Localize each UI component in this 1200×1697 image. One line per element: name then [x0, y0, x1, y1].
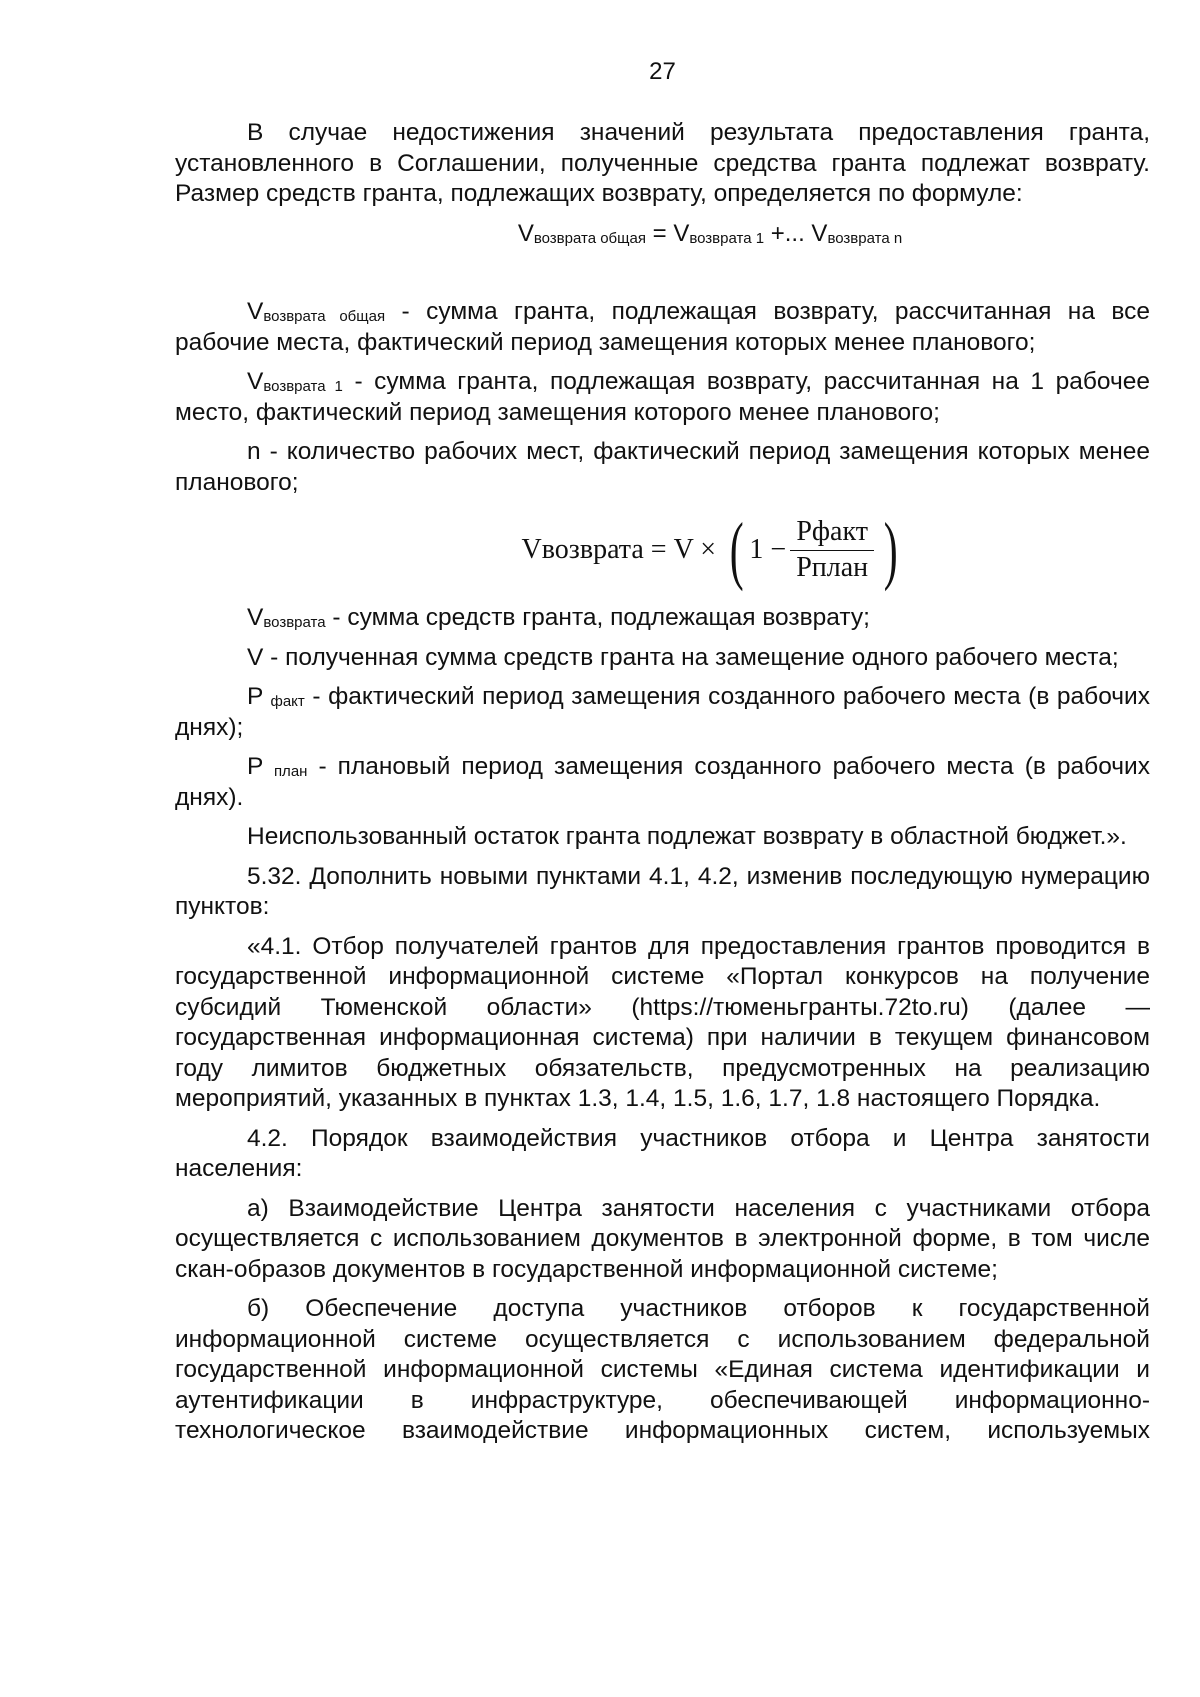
subscript: факт — [270, 693, 305, 710]
formula-subscript: возврата общая — [533, 229, 646, 247]
definition-text: - сумма гранта, подлежащая возврату, рассчитанная на 1 рабочее место, фактический период замещения которого менее планового; — [175, 368, 1150, 426]
definition-text: - плановый период замещения созданного рабочего места (в рабочих днях). — [175, 753, 1150, 811]
paragraph: 5.32. Дополнить новыми пунктами 4.1, 4.2, изменив последующую нумерацию пунктов: — [175, 862, 1150, 920]
definition-paragraph — [175, 367, 1150, 428]
definition-paragraph: V - полученная сумма средств гранта на замещение одного рабочего места; — [247, 643, 1119, 671]
symbol: P — [247, 683, 271, 710]
definition-paragraph — [175, 752, 1150, 813]
paragraph: а) Взаимодействие Центра занятости населения с участниками отбора осуществляется с использованием документов в электронной форме, в том числе скан-образов документов в государственной информационной системе; — [175, 1194, 1150, 1283]
symbol: V — [247, 604, 264, 631]
definition-text: - сумма средств гранта, подлежащая возврату; — [325, 604, 870, 631]
subscript: возврата 1 — [263, 378, 343, 395]
fraction-denominator: Pплан — [796, 551, 869, 583]
paragraph: б) Обеспечение доступа участников отборов к государственной информационной системе осуществляется с использованием федеральной государственной информационной системы «Единая система идентификации и аутентификации в инфраструктуре, обеспечивающей информационно-технологическое взаимодействие информационных систем, используемых — [175, 1295, 1150, 1444]
fraction-numerator: Pфакт — [790, 517, 874, 551]
definition-paragraph — [175, 603, 1150, 634]
subscript: план — [273, 763, 308, 780]
definition-paragraph — [175, 297, 1150, 358]
subscript: возврата — [263, 614, 326, 631]
document-body — [175, 118, 1150, 1456]
formula-symbol: = V — [645, 219, 690, 247]
definition-paragraph: n - количество рабочих мест, фактический период замещения которых менее планового; — [175, 438, 1150, 496]
symbol: V — [247, 298, 264, 325]
symbol: V — [247, 368, 264, 395]
formula-symbol: +... V — [764, 219, 828, 247]
page-number: 27 — [649, 58, 676, 85]
right-paren: ) — [883, 508, 898, 592]
formula-return-per-place — [175, 507, 1150, 593]
symbol: P — [247, 753, 274, 780]
formula-subscript: возврата 1 — [689, 229, 765, 247]
paragraph: 4.2. Порядок взаимодействия участников отбора и Центра занятости населения: — [175, 1124, 1150, 1182]
formula-subscript: возврата n — [827, 229, 903, 247]
formula-left: Vвозврата = V × — [521, 533, 717, 565]
left-paren: ( — [729, 508, 744, 592]
formula-symbol: V — [517, 219, 534, 247]
subscript: возврата общая — [263, 308, 386, 325]
paragraph: В случае недостижения значений результата предоставления гранта, установленного в Соглашении, полученные средства гранта подлежат возврату. Размер средств гранта, подлежащих возврату, определяется по формуле: — [175, 119, 1150, 207]
paragraph: «4.1. Отбор получателей грантов для предоставления грантов проводится в государственной информационной системе «Портал конкурсов на получение субсидий Тюменской области» (https://тюменьгранты.72to.ru) (далее — государственная информационная система) при наличии в текущем финансовом году лимитов бюджетных обязательств, предусмотренных на реализацию мероприятий, указанных в пунктах 1.3, 1.4, 1.5, 1.6, 1.7, 1.8 настоящего Порядка. — [175, 932, 1150, 1112]
definition-text: - фактический период замещения созданного рабочего места (в рабочих днях); — [175, 683, 1150, 741]
paragraph: Неиспользованный остаток гранта подлежат возврату в областной бюджет.». — [247, 823, 1127, 850]
definition-text: - сумма гранта, подлежащая возврату, рассчитанная на все рабочие места, фактический период замещения которых менее планового; — [175, 298, 1150, 356]
definition-paragraph — [175, 682, 1150, 743]
formula-total-return — [175, 219, 1150, 250]
fraction — [790, 517, 874, 583]
formula-one-minus: 1 − — [749, 533, 787, 565]
